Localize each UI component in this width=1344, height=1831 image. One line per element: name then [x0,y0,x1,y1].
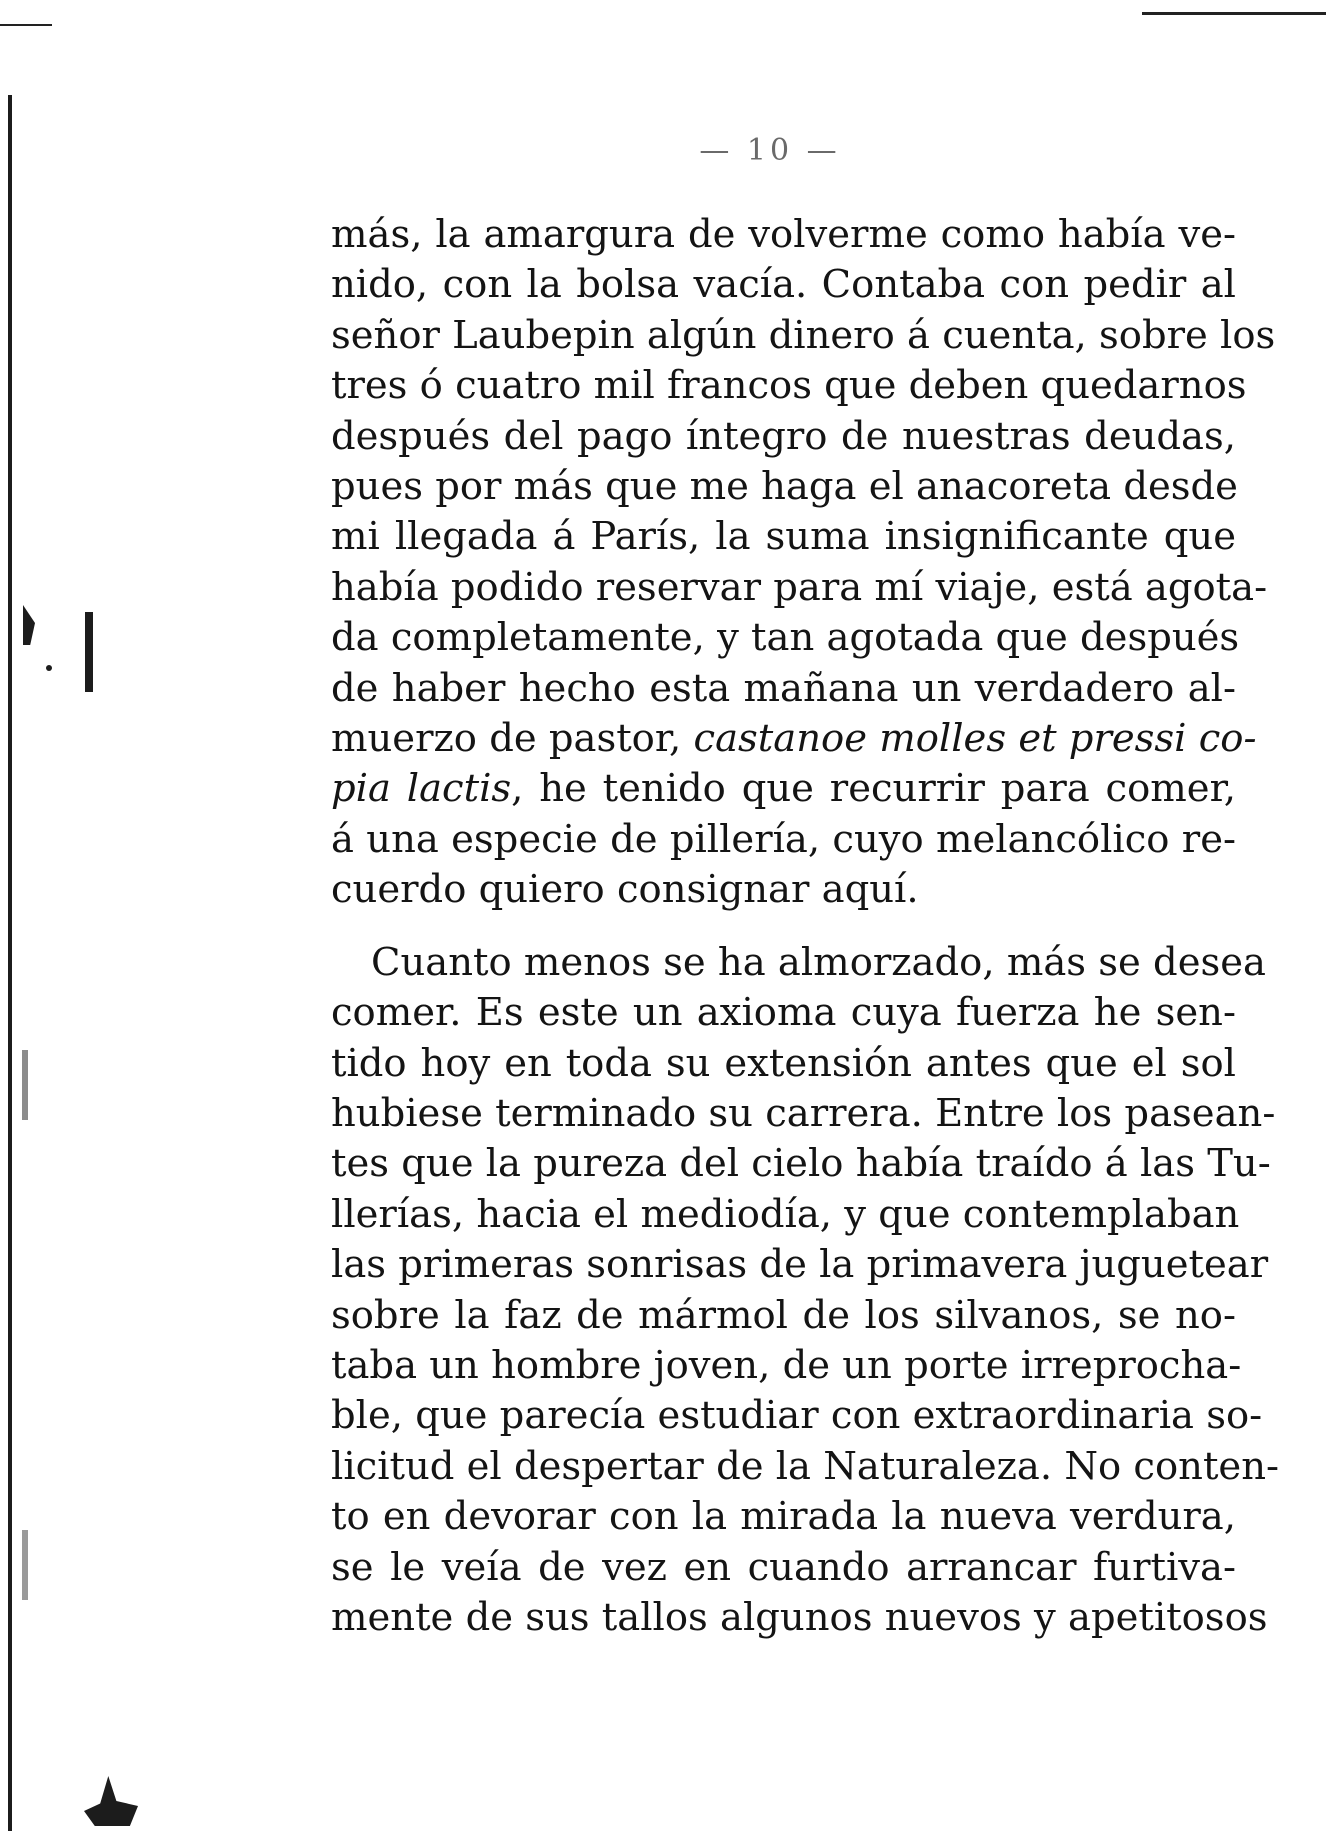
edge-smudge [22,1050,28,1120]
text-line: después del pago íntegro de nuestras deudas, [331,413,1236,459]
latin-quote: castanoe molles et pressi co- [693,716,1257,762]
text-line: mi llegada á París, la suma insignificante que [331,514,1236,560]
text-line: licitud el despertar de la Naturaleza. No conten- [331,1443,1280,1489]
ink-dot [46,665,52,671]
paragraph [331,938,1280,1644]
text-line: sobre la faz de mármol de los silvanos, se no- [331,1292,1236,1338]
text-line: tes que la pureza del cielo había traído á las Tu- [331,1141,1271,1187]
top-right-rule [1142,12,1326,15]
text-line: á una especie de pillería, cuyo melancólico re- [331,816,1236,862]
text-line: llerías, hacia el mediodía, y que contemplaban [331,1191,1240,1237]
text-fragment: , he tenido que recurrir para comer, [511,766,1236,812]
text-line: se le veía de vez en cuando arrancar furtiva- [331,1544,1236,1590]
text-line: señor Laubepin algún dinero á cuenta, sobre los [331,312,1276,358]
text-line: las primeras sonrisas de la primavera juguetear [331,1242,1269,1288]
text-line: mente de sus tallos algunos nuevos y apetitosos [331,1594,1268,1640]
binding-mark [85,612,93,692]
top-left-rule [0,24,52,26]
binding-edge-line [8,95,12,1831]
text-line: ble, que parecía estudiar con extraordinaria so- [331,1393,1263,1439]
text-line: tres ó cuatro mil francos que deben quedarnos [331,363,1247,409]
text-line: to en devorar con la mirada la nueva verdura, [331,1494,1236,1540]
text-fragment: muerzo de pastor, [331,716,694,762]
text-line: de haber hecho esta mañana un verdadero al- [331,665,1236,711]
text-line: da completamente, y tan agotada que después [331,615,1240,661]
text-line: comer. Es este un axioma cuya fuerza he sen- [331,990,1236,1036]
text-line: hubiese terminado su carrera. Entre los pasean- [331,1090,1276,1136]
edge-smudge [22,1530,28,1600]
binding-mark [23,605,35,645]
text-line: había podido reservar para mí viaje, está agota- [331,564,1268,610]
text-line-with-italic [331,764,1236,814]
ink-blot [84,1776,138,1826]
text-line: nido, con la bolsa vacía. Contaba con pedir al [331,262,1236,308]
text-line: Cuanto menos se ha almorzado, más se desea [371,939,1266,985]
text-line: taba un hombre joven, de un porte irreprocha- [331,1342,1242,1388]
text-line: pues por más que me haga el anacoreta desde [331,464,1238,510]
page-body [331,210,1280,1643]
page-number: — 10 — [699,133,841,168]
text-line-with-italic [331,714,1257,764]
paragraph [331,210,1276,916]
text-line: cuerdo quiero consignar aquí. [331,867,919,913]
text-line: más, la amargura de volverme como había ve- [331,212,1236,257]
latin-quote: pia lactis [331,766,512,812]
text-line: tido hoy en toda su extensión antes que el sol [331,1040,1236,1086]
